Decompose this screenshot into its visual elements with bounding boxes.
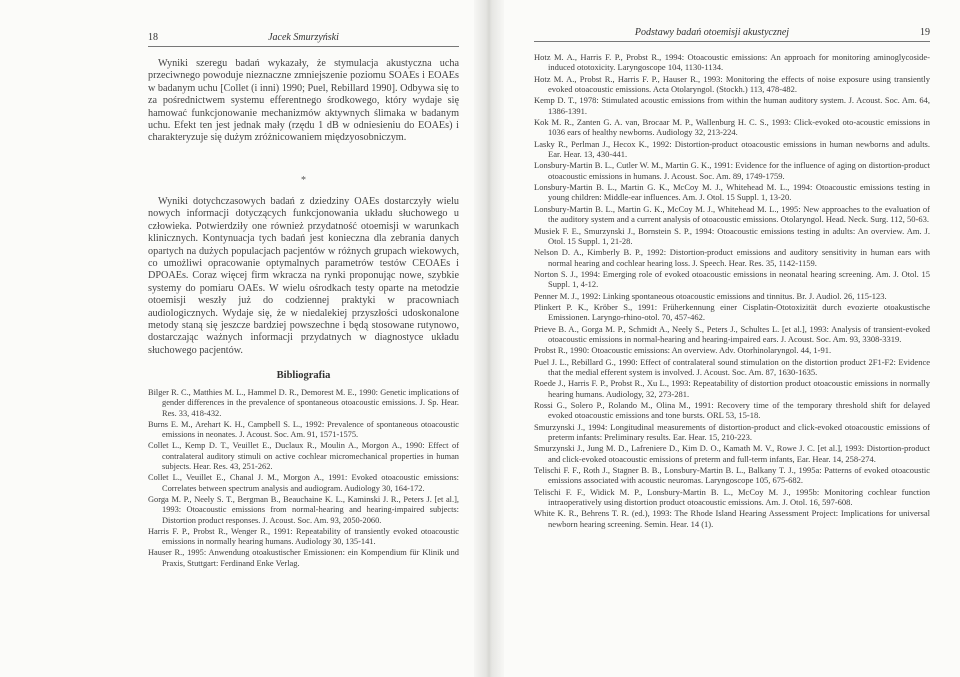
reference-item: Lonsbury-Martin B. L., Martin G. K., McCoy M. J., Whitehead M. L., 1995: New approaches to the evaluation of the auditory system and a current analysis of otoacoustic emissions. Otolaryngol. Head. Neck. Surg. 112, 50-63. xyxy=(534,203,930,225)
reference-item: Gorga M. P., Neely S. T., Bergman B., Beauchaine K. L., Kaminski J. R., Peters J. [et al.], 1993: Otoacoustic emissions from normal-hearing and hearing-impaired subjects: Distortion product responses. J. Acoust. Soc. Am. 93, 2050-2060. xyxy=(148,494,459,525)
section-separator: * xyxy=(301,175,306,186)
reference-item: Telischi F. F., Widick M. P., Lonsbury-Martin B. L., McCoy M. J., 1995b: Monitoring cochlear function intraoperatively using distortion product otoacoustic emissions. Am. J. Otol. 16, 597-608. xyxy=(534,486,930,508)
book-gutter xyxy=(474,0,504,677)
reference-item: Musiek F. E., Smurzynski J., Bornstein S. P., 1994: Otoacoustic emissions testing in adults: An overview. Am. J. Otol. 15 Suppl. 1, 21-28. xyxy=(534,225,930,246)
reference-item: Probst R., 1990: Otoacoustic emissions: An overview. Adv. Otorhinolaryngol. 44, 1-91. xyxy=(534,345,832,356)
reference-item: Lonsbury-Martin B. L., Martin G. K., McCoy M. J., Whitehead M. L., 1994: Otoacoustic emissions testing in young children: Middle-ear influences. Am. J. Otol. 15 Suppl. 1, 13-20. xyxy=(534,182,930,203)
left-running-head xyxy=(148,32,459,47)
running-title: Podstawy badań otoemisji akustycznej xyxy=(634,27,790,38)
page-number: 19 xyxy=(920,27,930,38)
reference-list xyxy=(534,52,930,530)
reference-item: Lonsbury-Martin B. L., Cutler W. M., Martin G. K., 1991: Evidence for the influence of aging on distortion-product otoacoustic emissions in humans. J. Acoust. Soc. Am. 89, 1749-1759. xyxy=(534,160,930,181)
reference-list xyxy=(148,388,459,570)
bibliography-heading: Bibliografia xyxy=(276,370,331,381)
right-page xyxy=(504,0,960,677)
reference-item: Kok M. R., Zanten G. A. van, Brocaar M. P., Wallenburg H. C. S., 1993: Click-evoked oto-acoustic emissions in 1036 ears of healthy newborns. Audiology 32, 213-224. xyxy=(534,117,930,138)
body-paragraph: Wyniki szeregu badań wykazały, że stymulacja akustyczna ucha przeciwnego powoduje nieznaczne zmniejszenie poziomu SOAEs i EOAEs w badanym uchu [Collet (i inni) 1990; Puel, Rebillard 1990]. Odbywa się to za pośrednictwem systemu efferentnego środkowego, który wydaje się hamować funkcjonowanie mechanizmów aktywnych ślimaka w badanym uchu. Efekt ten jest jednak mały (rzędu 1 dB w odniesieniu do EOAEs) i charakteryzuje się dużym zróżnicowaniem międzyosobniczym. xyxy=(148,58,459,144)
reference-item: Hotz M. A., Probst R., Harris F. P., Hauser R., 1993: Monitoring the effects of noise exposure using transiently evoked otoacoustic emissions. Acta Otolaryngol. (Stockh.) 113, 478-482. xyxy=(534,73,930,95)
reference-item: Norton S. J., 1994: Emerging role of evoked otoacoustic emissions in neonatal hearing screening. Am. J. Otol. 15 Suppl. 1, 4-12. xyxy=(534,268,930,290)
reference-item: Roede J., Harris F. P., Probst R., Xu L., 1993: Repeatability of distortion product otoacoustic emissions in normally hearing humans. Audiology, 32, 273-281. xyxy=(534,378,930,399)
body-paragraph: Wyniki dotychczasowych badań z dziedziny OAEs dostarczyły wielu nowych informacji dotyczących funkcjonowania układu słuchowego u człowieka. Potwierdziły one również przydatność otoemisji w warunkach klinicznych. Kontynuacja tych badań jest konieczna dla zebrania danych opartych na dużych populacjach pacjentów w różnych grupach wiekowych, co umożliwi opracowanie optymalnych parametrów testów CEOAEs i DPOAEs. Coraz więcej firm wkracza na rynki proponując nowe, szybkie systemy do pomiaru OAEs. W wielu ośrodkach testy oparte na metodzie otoemisji weszły już do codziennej praktyki w pracowniach audiologicznych. Wydaje się, że w niedalekiej przyszłości udoskonalone metody staną się jeszcze bardziej powszechne i będą stosowane rutynowo, dostarczając ważnych informacji przydatnych w diagnostyce układu słuchowego pacjentów. xyxy=(148,196,459,356)
reference-item: Telischi F. F., Roth J., Stagner B. B., Lonsbury-Martin B. L., Balkany T. J., 1995a: Patterns of evoked otoacoustic emissions associated with acoustic neuromas. Laryngoscope 105, 675-682. xyxy=(534,465,930,486)
reference-item: Plinkert P. K., Kröber S., 1991: Früherkennung einer Cisplatin-Ototoxizität durch evozierte otoakustische Emissionen. Laryngo-rhino-otol. 70, 457-462. xyxy=(534,301,930,323)
reference-item: Smurzynski J., Jung M. D., Lafreniere D., Kim D. O., Kamath M. V., Rowe J. C. [et al.], 1993: Distortion-product and click-evoked otoacoustic emissions of preterm and full-term infants, Ear. Hear. 14, 258-274. xyxy=(534,443,930,464)
reference-item: Harris F. P., Probst R., Wenger R., 1991: Repeatability of transiently evoked otoacoustic emissions in normally hearing humans. Audiology 30, 135-141. xyxy=(148,526,459,547)
reference-item: Rossi G., Solero P., Rolando M., Olina M., 1991: Recovery time of the temporary threshold shift for delayed evoked otoacoustic emissions and tone bursts. ORL 53, 15-18. xyxy=(534,400,930,421)
reference-item: Bilger R. C., Matthies M. L., Hammel D. R., Demorest M. E., 1990: Genetic implications of gender differences in the prevalence of spontaneous otoacoustic emissions. J. Sp. Hear. Res. 33, 418-432. xyxy=(148,388,459,418)
reference-item: Smurzynski J., 1994: Longitudinal measurements of distortion-product and click-evoked otoacoustic emissions of preterm infants: Preliminary results. Ear. Hear. 15, 210-223. xyxy=(534,421,930,443)
right-running-head xyxy=(534,27,930,42)
reference-item: Nelson D. A., Kimberly B. P., 1992: Distortion-product emissions and auditory sensitivity in human ears with normal hearing and cochlear hearing loss. J. Speech. Hear. Res. 35, 1142-1159. xyxy=(534,247,930,268)
reference-item: Penner M. J., 1992: Linking spontaneous otoacoustic emissions and tinnitus. Br. J. Audiol. 26, 115-123. xyxy=(534,290,887,301)
left-page xyxy=(0,0,476,677)
body-section-1 xyxy=(148,58,459,145)
reference-item: Burns E. M., Arehart K. H., Campbell S. L., 1992: Prevalence of spontaneous otoacoustic emissions in neonates. J. Acoust. Soc. Am. 91, 1571-1575. xyxy=(148,419,459,440)
reference-item: Collet L., Kemp D. T., Veuillet E., Duclaux R., Moulin A., Morgon A., 1990: Effect of contralateral auditory stimuli on active cochlear micromechanical properties in human subjects. Hear. Res. 43, 251-262. xyxy=(148,441,459,472)
reference-item: Hauser R., 1995: Anwendung otoakustischer Emissionen: ein Kompendium für Klinik und Praxis, Stuttgart: Ferdinand Enke Verlag. xyxy=(148,548,459,568)
reference-item: White K. R., Behrens T. R. (ed.), 1993: The Rhode Island Hearing Assessment Project: Implications for universal newborn hearing screening. Semin. Hear. 14 (1). xyxy=(534,508,930,529)
reference-item: Lasky R., Perlman J., Hecox K., 1992: Distortion-product otoacoustic emissions in human newborns and adults. Ear. Hear. 13, 430-441. xyxy=(534,138,930,160)
reference-item: Collet L., Veuillet E., Chanal J. M., Morgon A., 1991: Evoked otoacoustic emissions: Correlates between spectrum analysis and audiogram. Audiology 30, 164-172. xyxy=(148,473,459,493)
reference-item: Kemp D. T., 1978: Stimulated acoustic emissions from within the human auditory system. J. Acoust. Soc. Am. 64, 1386-1391. xyxy=(534,95,930,116)
reference-item: Hotz M. A., Harris F. P., Probst R., 1994: Otoacoustic emissions: An approach for monitoring aminoglycoside-induced ototoxicity. Laryngoscope 104, 1130-1134. xyxy=(534,52,930,73)
reference-item: Puel J. L., Rebillard G., 1990: Effect of contralateral sound stimulation on the distortion product 2F1-F2: Evidence that the medial efferent system is involved. J. Acoust. Soc. Am. 87, 1630-1635. xyxy=(534,356,930,377)
page-number: 18 xyxy=(148,32,158,43)
body-section-2 xyxy=(148,196,459,357)
reference-item: Prieve B. A., Gorga M. P., Schmidt A., Neely S., Peters J., Schultes L. [et al.], 1993: Analysis of transient-evoked otoacoustic emissions in normal-hearing and hearing-impaired ears. J. Acoust. Soc. Am. 93, 3308-3319. xyxy=(534,323,930,344)
running-title: Jacek Smurzyński xyxy=(268,32,339,43)
